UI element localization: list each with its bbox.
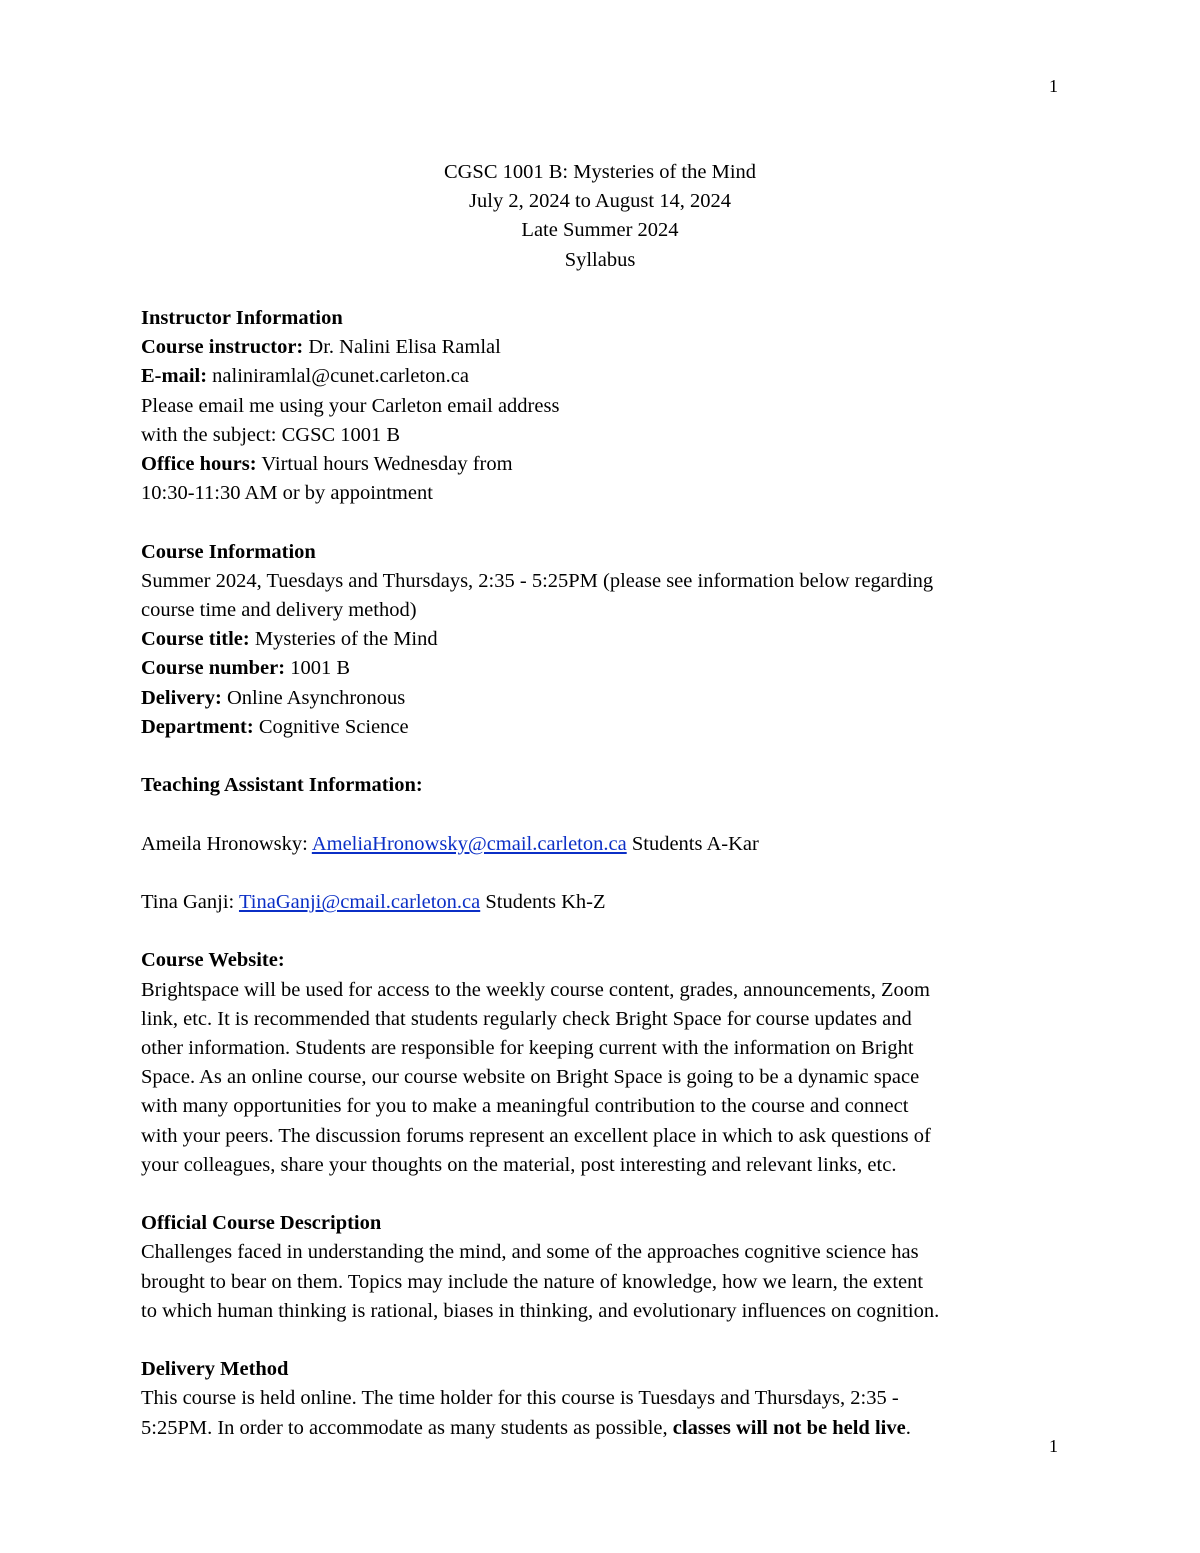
description-text-line: Challenges faced in understanding the mind, and some of the approaches cognitive science has	[141, 1241, 919, 1264]
ta-1-line	[141, 830, 1061, 859]
term: Late Summer 2024	[521, 219, 679, 242]
course-dates: July 2, 2024 to August 14, 2024	[469, 190, 731, 213]
description-text-line: brought to bear on them. Topics may include the nature of knowledge, how we learn, the extent	[141, 1270, 924, 1293]
website-text-line: your colleagues, share your thoughts on the material, post interesting and relevant links, etc.	[141, 1153, 897, 1176]
website-text-line: Space. As an online course, our course website on Bright Space is going to be a dynamic space	[141, 1066, 920, 1089]
syllabus-page	[141, 158, 1061, 1443]
course-number-label: Course number:	[141, 657, 286, 680]
instructor-label: Course instructor:	[141, 336, 304, 359]
email-label: E-mail:	[141, 365, 208, 388]
page-number-bottom: 1	[1049, 1436, 1058, 1456]
description-heading: Official Course Description	[141, 1212, 382, 1235]
ta-1-students: Students A-Kar	[626, 832, 759, 855]
course-title-line	[141, 625, 1061, 654]
delivery-method-emphasis: classes will not be held live	[672, 1416, 906, 1439]
website-text-line: Brightspace will be used for access to the weekly course content, grades, announcements, Zoom	[141, 978, 930, 1001]
ta-2-name: Tina Ganji:	[141, 891, 239, 913]
course-info-section	[141, 538, 1061, 742]
delivery-method-text-2-start: 5:25PM. In order to accommodate as many students as possible,	[141, 1416, 673, 1439]
course-summary-1: Summer 2024, Tuesdays and Thursdays, 2:35 - 5:25PM (please see information below regarding	[141, 569, 934, 592]
website-heading: Course Website:	[141, 949, 285, 972]
course-info-heading: Course Information	[141, 540, 316, 563]
ta-1-name: Ameila Hronowsky:	[141, 832, 312, 855]
department-label: Department:	[141, 715, 254, 738]
department-line	[141, 713, 1061, 742]
website-text-line: with many opportunities for you to make a meaningful contribution to the course and connect	[141, 1095, 909, 1118]
email-note-1: Please email me using your Carleton email address	[141, 394, 560, 417]
instructor-name: Dr. Nalini Elisa Ramlal	[303, 336, 501, 359]
website-text-line: with your peers. The discussion forums represent an excellent place in which to ask questions of	[141, 1124, 931, 1147]
instructor-heading: Instructor Information	[141, 307, 343, 329]
document-type: Syllabus	[564, 248, 636, 271]
ta-heading: Teaching Assistant Information:	[141, 774, 423, 797]
ta-2-email-link[interactable]: TinaGanji@cmail.carleton.ca	[238, 891, 481, 913]
course-title-label: Course title:	[141, 628, 250, 651]
delivery-line	[141, 684, 1061, 713]
ta-2-students: Students Kh-Z	[480, 891, 606, 913]
office-hours-label: Office hours:	[141, 453, 257, 476]
course-code-title: CGSC 1001 B: Mysteries of the Mind	[443, 161, 757, 183]
delivery-method-heading: Delivery Method	[141, 1358, 289, 1381]
description-text-line: to which human thinking is rational, biases in thinking, and evolutionary influences on cognition.	[141, 1299, 940, 1322]
website-text-line: link, etc. It is recommended that students regularly check Bright Space for course updates and	[141, 1007, 912, 1030]
delivery-method-text-1: This course is held online. The time holder for this course is Tuesdays and Thursdays, 2:35 -	[141, 1387, 899, 1410]
ta-2-line	[141, 888, 1061, 917]
document-header	[0, 158, 1200, 275]
course-title-value: Mysteries of the Mind	[249, 628, 438, 651]
course-number-line	[141, 654, 1061, 683]
website-section	[141, 946, 1061, 1180]
description-section	[141, 1209, 1061, 1326]
office-hours-value: Virtual hours Wednesday from	[256, 453, 513, 476]
website-text-line: other information. Students are responsible for keeping current with the information on Bright	[141, 1037, 914, 1059]
course-number-value: 1001 B	[285, 657, 350, 680]
delivery-label: Delivery:	[141, 686, 222, 709]
delivery-value: Online Asynchronous	[221, 686, 406, 709]
email-line	[141, 362, 1061, 391]
ta-section	[141, 771, 1061, 917]
delivery-method-section	[141, 1355, 1061, 1443]
instructor-email: naliniramlal@cunet.carleton.ca	[207, 365, 469, 388]
delivery-method-text-2-end: .	[905, 1416, 911, 1439]
instructor-section	[141, 304, 1061, 508]
office-hours-time: 10:30-11:30 AM or by appointment	[141, 482, 433, 505]
department-value: Cognitive Science	[253, 715, 409, 738]
page-number-top: 1	[1049, 76, 1058, 96]
course-summary-2: course time and delivery method)	[141, 599, 417, 622]
ta-1-email-link[interactable]: AmeliaHronowsky@cmail.carleton.ca	[311, 832, 627, 855]
delivery-method-text-2	[141, 1414, 1061, 1443]
office-hours-line	[141, 450, 1061, 479]
instructor-name-line	[141, 333, 1061, 362]
email-note-2: with the subject: CGSC 1001 B	[141, 423, 401, 446]
